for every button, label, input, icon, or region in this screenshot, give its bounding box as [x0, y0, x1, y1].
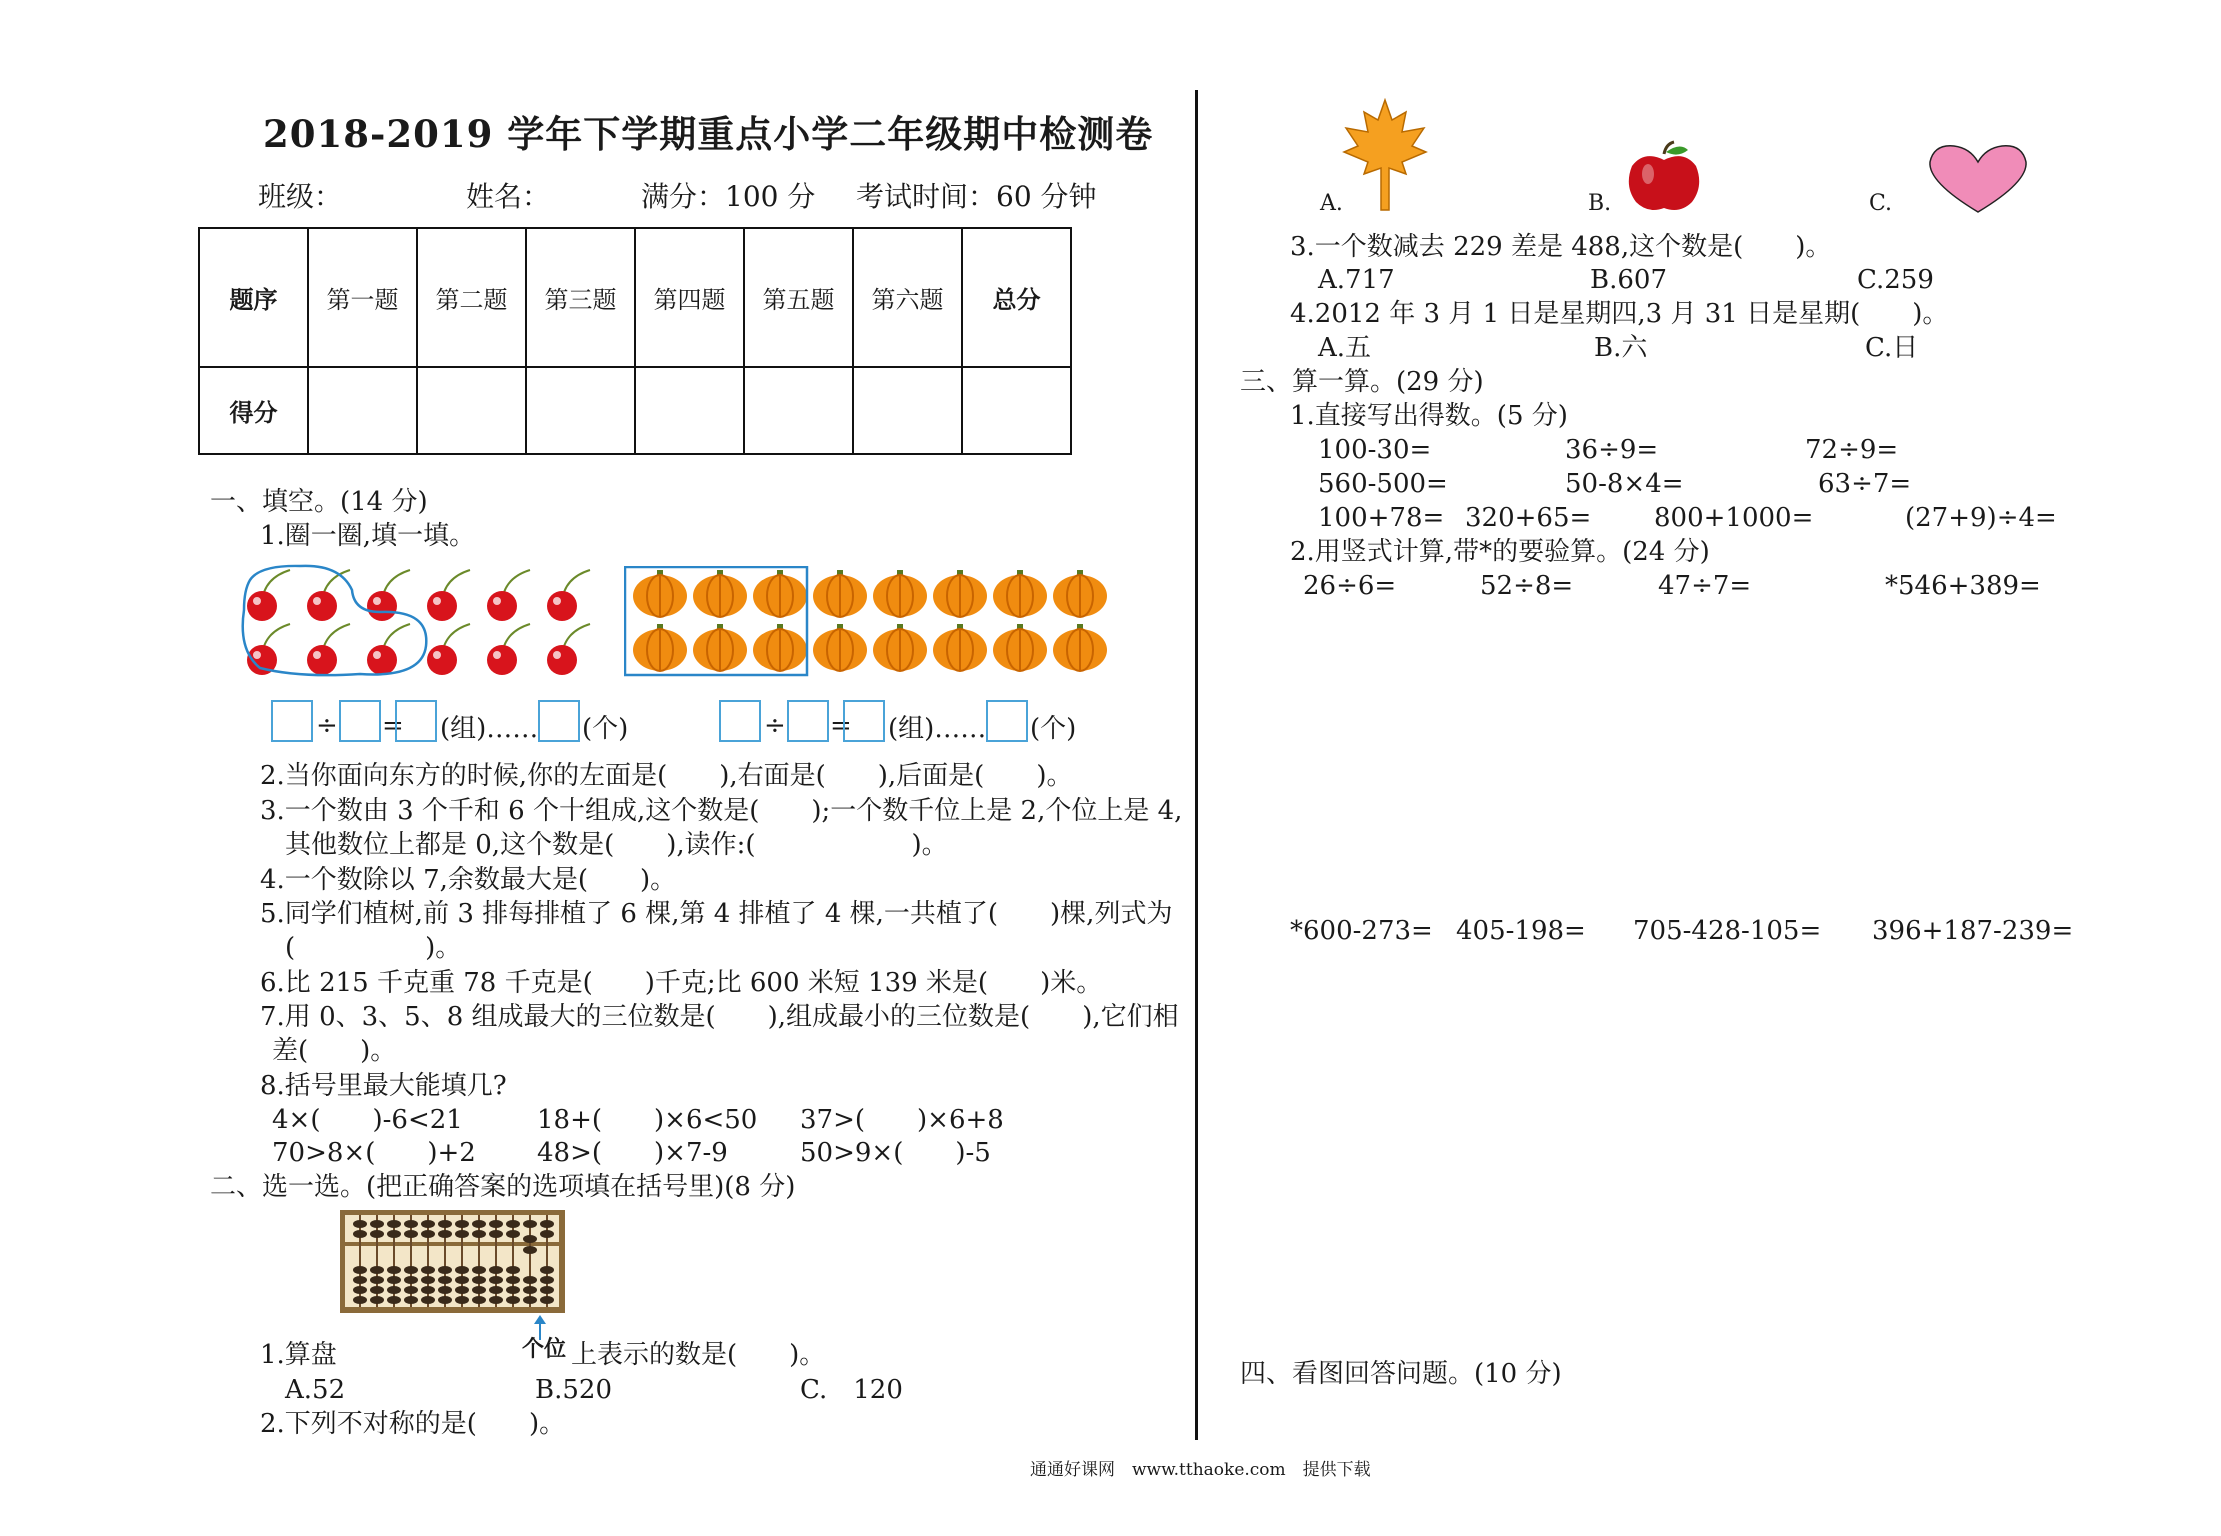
option: B.607 [1590, 265, 1667, 295]
piece-unit: (个) [582, 714, 629, 744]
section3-title: 三、算一算。(29 分) [1240, 367, 1484, 397]
calc-item: 72÷9= [1805, 435, 1899, 465]
pumpkin-icon [933, 570, 987, 617]
q1-3b: 其他数位上都是 0,这个数是( ),读作:( )。 [285, 830, 948, 860]
vertical-calc-item: 26÷6= [1303, 571, 1397, 601]
calc-item: 100-30= [1318, 435, 1432, 465]
cherries-illustration [240, 560, 600, 685]
option: B. [1588, 191, 1612, 216]
score-cell[interactable] [962, 367, 1071, 454]
score-row-label: 得分 [199, 367, 308, 454]
vertical-calc-item: 705-428-105= [1633, 916, 1822, 946]
vertical-calc-item: *546+389= [1885, 571, 2041, 601]
q2-1b: 上表示的数是( )。 [571, 1340, 826, 1370]
q1-4: 4.一个数除以 7,余数最大是( )。 [260, 865, 677, 895]
score-table [198, 227, 1072, 455]
q1-2: 2.当你面向东方的时候,你的左面是( ),右面是( ),后面是( )。 [260, 761, 1073, 791]
calc-item: 50-8×4= [1565, 469, 1684, 499]
option: C.259 [1857, 265, 1934, 295]
calc-item: 560-500= [1318, 469, 1448, 499]
table-header-cell: 题序 [199, 228, 308, 367]
q1-7b: 差( )。 [272, 1036, 397, 1066]
divide-sign: ÷ [316, 711, 338, 741]
option: B.520 [535, 1375, 612, 1405]
q1-3a: 3.一个数由 3 个千和 6 个十组成,这个数是( );一个数千位上是 2,个位上是 4, [260, 796, 1183, 826]
table-header-cell: 第三题 [526, 228, 635, 367]
pumpkin-icon [813, 624, 867, 671]
cherry-icon [427, 624, 470, 675]
apple-icon [1626, 140, 1706, 214]
maple-leaf-icon [1340, 98, 1430, 213]
pumpkin-icon [1053, 570, 1107, 617]
option: C. [1869, 191, 1893, 216]
cherry-icon [307, 624, 350, 675]
page-title: 2018-2019 学年下学期重点小学二年级期中检测卷 [263, 112, 1154, 156]
column-divider [1195, 90, 1198, 1440]
cherry-icon [547, 624, 590, 675]
class-label: 班级： [258, 180, 343, 213]
equals-sign: = [382, 711, 404, 741]
option: A. [1320, 191, 1343, 216]
exam-time: 考试时间：60 分钟 [856, 180, 1097, 213]
score-cell[interactable] [308, 367, 417, 454]
abacus-illustration [340, 1210, 565, 1315]
q1-7a: 7.用 0、3、5、8 组成最大的三位数是( ),组成最小的三位数是( ),它们相 [260, 1002, 1179, 1032]
calc-item: 800+1000= [1654, 503, 1814, 533]
section4-title: 四、看图回答问题。(10 分) [1240, 1359, 1562, 1389]
table-header-cell: 第一题 [308, 228, 417, 367]
cherry-icon [427, 570, 470, 621]
q8-item: 4×( )-6<21 [272, 1105, 463, 1135]
option: B.六 [1594, 333, 1648, 363]
q8-item: 18+( )×6<50 [537, 1105, 758, 1135]
piece-unit: (个) [1030, 714, 1077, 744]
heart-icon [1926, 142, 2030, 216]
pumpkins-illustration [624, 566, 1112, 678]
q3-1: 1.直接写出得数。(5 分) [1290, 401, 1568, 431]
q1-1: 1.圈一圈,填一填。 [260, 521, 476, 551]
pumpkin-icon [1053, 624, 1107, 671]
pumpkin-icon [753, 570, 807, 617]
table-header-cell: 第六题 [853, 228, 962, 367]
vertical-calc-item: 47÷7= [1658, 571, 1752, 601]
option: A.717 [1318, 265, 1395, 295]
cherry-icon [547, 570, 590, 621]
group-unit: (组)…… [440, 714, 539, 744]
answer-box[interactable] [787, 700, 829, 742]
pumpkin-icon [813, 570, 867, 617]
full-score: 满分：100 分 [641, 180, 816, 213]
cherry-icon [247, 624, 290, 675]
table-header-cell: 第四题 [635, 228, 744, 367]
q1-8: 8.括号里最大能填几? [260, 1071, 507, 1101]
pumpkin-icon [753, 624, 807, 671]
answer-box[interactable] [719, 700, 761, 742]
q8-item: 48>( )×7-9 [537, 1138, 728, 1168]
calc-item: 100+78= [1318, 503, 1445, 533]
calc-item: 320+65= [1465, 503, 1592, 533]
abacus-pointer-label: 个位 [522, 1336, 567, 1362]
cherry-icon [367, 624, 410, 675]
cherry-icon [487, 624, 530, 675]
cherry-icon [487, 570, 530, 621]
answer-box[interactable] [986, 700, 1028, 742]
vertical-calc-item: 396+187-239= [1872, 916, 2074, 946]
pumpkin-icon [633, 624, 687, 671]
score-cell[interactable] [853, 367, 962, 454]
equals-sign: = [830, 711, 852, 741]
q2-4: 4.2012 年 3 月 1 日是星期四,3 月 31 日是星期( )。 [1290, 299, 1949, 329]
footer-credit: 通通好课网 www.tthaoke.com 提供下载 [1030, 1460, 1371, 1480]
pumpkin-icon [633, 570, 687, 617]
vertical-calc-item: 52÷8= [1480, 571, 1574, 601]
section2-title: 二、选一选。(把正确答案的选项填在括号里)(8 分) [210, 1172, 796, 1202]
pumpkin-icon [873, 624, 927, 671]
q1-5b: ( )。 [285, 933, 462, 963]
calc-item: (27+9)÷4= [1905, 503, 2057, 533]
answer-box[interactable] [538, 700, 580, 742]
answer-box[interactable] [271, 700, 313, 742]
table-header-cell: 第五题 [744, 228, 853, 367]
pumpkin-icon [933, 624, 987, 671]
calc-item: 36÷9= [1565, 435, 1659, 465]
answer-box[interactable] [843, 700, 885, 742]
option: C.日 [1865, 333, 1919, 363]
option: A.52 [285, 1375, 346, 1405]
q1-5a: 5.同学们植树,前 3 排每排植了 6 棵,第 4 排植了 4 棵,一共植了( )棵,列式为 [260, 899, 1173, 929]
score-cell[interactable] [744, 367, 853, 454]
score-cell[interactable] [635, 367, 744, 454]
divide-sign: ÷ [764, 711, 786, 741]
q1-6: 6.比 215 千克重 78 千克是( )千克;比 600 米短 139 米是( )米。 [260, 968, 1103, 998]
score-cell[interactable] [526, 367, 635, 454]
q2-3: 3.一个数减去 229 差是 488,这个数是( )。 [1290, 232, 1832, 262]
answer-box[interactable] [339, 700, 381, 742]
q8-item: 70>8×( )+2 [272, 1138, 476, 1168]
table-header-cell: 总分 [962, 228, 1071, 367]
q8-item: 50>9×( )-5 [800, 1138, 991, 1168]
table-header-cell: 第二题 [417, 228, 526, 367]
score-cell[interactable] [417, 367, 526, 454]
group-unit: (组)…… [888, 714, 987, 744]
pumpkin-icon [693, 570, 747, 617]
pumpkin-icon [993, 624, 1047, 671]
option: C. 120 [800, 1375, 903, 1405]
name-label: 姓名： [466, 180, 551, 213]
q8-item: 37>( )×6+8 [800, 1105, 1004, 1135]
q3-2: 2.用竖式计算,带*的要验算。(24 分) [1290, 537, 1710, 567]
vertical-calc-item: *600-273= [1290, 916, 1433, 946]
q2-2: 2.下列不对称的是( )。 [260, 1409, 566, 1439]
pumpkin-icon [873, 570, 927, 617]
pumpkin-icon [693, 624, 747, 671]
pumpkin-icon [993, 570, 1047, 617]
vertical-calc-item: 405-198= [1456, 916, 1586, 946]
calc-item: 63÷7= [1818, 469, 1912, 499]
q2-1a: 1.算盘 [260, 1340, 337, 1370]
answer-box[interactable] [395, 700, 437, 742]
section1-title: 一、填空。(14 分) [210, 487, 428, 517]
option: A.五 [1318, 333, 1372, 363]
